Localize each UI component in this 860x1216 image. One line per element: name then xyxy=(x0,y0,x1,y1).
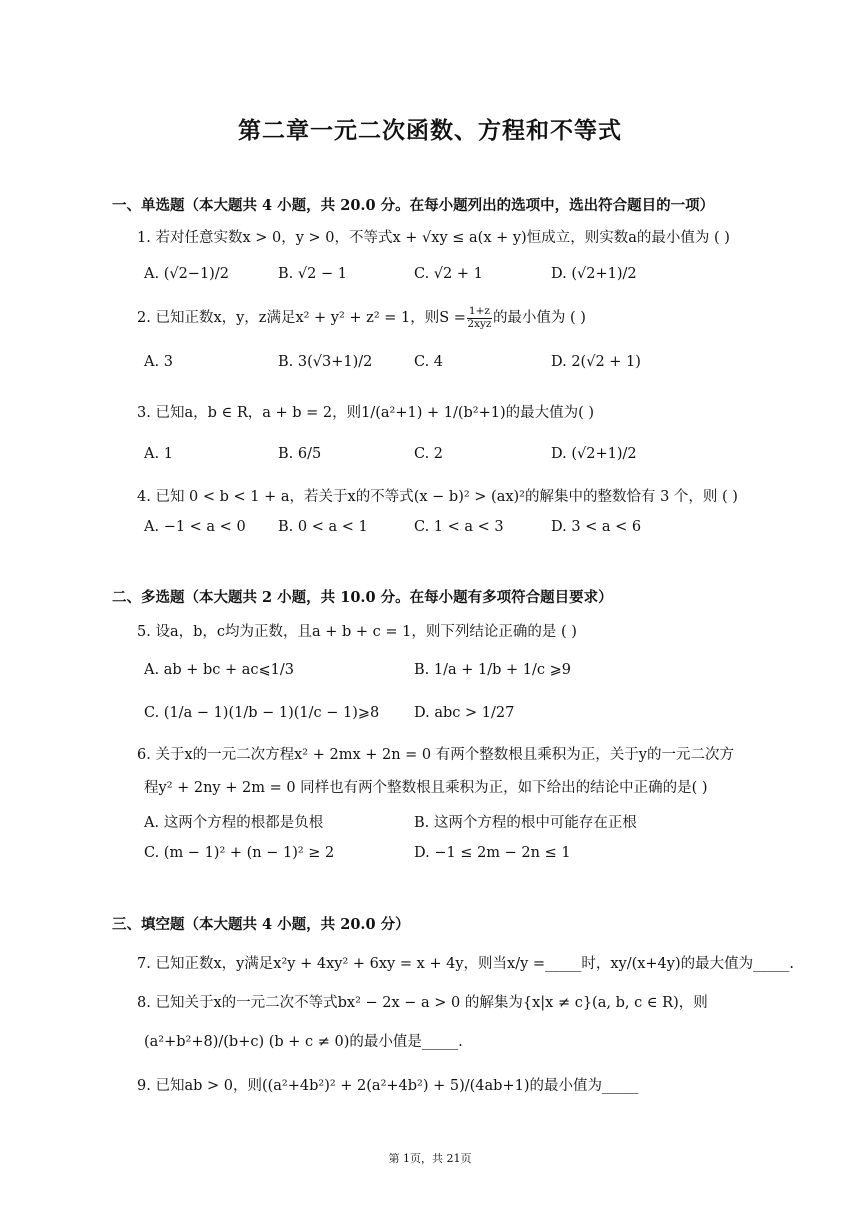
question-3-option-d: D. (√2+1)/2 xyxy=(551,446,637,462)
question-2-option-b: B. 3(√3+1)/2 xyxy=(278,354,373,370)
question-1-option-a: A. (√2−1)/2 xyxy=(144,266,229,282)
question-5-option-b: B. 1/a + 1/b + 1/c ⩾9 xyxy=(414,662,571,678)
question-2-option-a: A. 3 xyxy=(144,354,173,370)
question-2-fraction xyxy=(467,306,492,329)
question-4-stem: 4. 已知 0 < b < 1 + a，若关于x的不等式(x − b)² > (ax)²的解集中的整数恰有 3 个，则 ( ) xyxy=(137,489,738,505)
question-3-option-a: A. 1 xyxy=(144,446,173,462)
question-1-option-d: D. (√2+1)/2 xyxy=(551,266,637,282)
question-3-stem: 3. 已知a，b ∈ R，a + b = 2，则1/(a²+1) + 1/(b²+1)的最大值为( ) xyxy=(137,405,595,421)
question-1-option-b: B. √2 − 1 xyxy=(278,266,347,282)
question-2-fraction-denominator: 2xyz xyxy=(467,317,492,330)
question-6-stem-line-1: 6. 关于x的一元二次方程x² + 2mx + 2n = 0 有两个整数根且乘积为正，关于y的一元二次方 xyxy=(137,747,734,763)
question-6-option-a: A. 这两个方程的根都是负根 xyxy=(144,815,324,831)
question-2-stem-part-b: 的最小值为 ( ) xyxy=(492,310,586,326)
question-5-stem: 5. 设a，b，c均为正数，且a + b + c = 1，则下列结论正确的是 ( ) xyxy=(137,624,577,640)
question-9-stem: 9. 已知ab > 0，则((a²+4b²)² + 2(a²+4b²) + 5)/(4ab+1)的最小值为_____ xyxy=(137,1078,639,1094)
question-8-stem-line-2: (a²+b²+8)/(b+c) (b + c ≠ 0)的最小值是_____. xyxy=(144,1034,463,1050)
question-4-option-b: B. 0 < a < 1 xyxy=(278,519,368,535)
question-5-option-a: A. ab + bc + ac⩽1/3 xyxy=(144,662,295,678)
question-7-stem: 7. 已知正数x，y满足x²y + 4xy² + 6xy = x + 4y，则当x/y =_____时，xy/(x+4y)的最大值为_____. xyxy=(137,956,794,972)
question-4-option-c: C. 1 < a < 3 xyxy=(414,519,504,535)
question-1-option-c: C. √2 + 1 xyxy=(414,266,483,282)
question-2-option-c: C. 4 xyxy=(414,354,444,370)
question-1-stem: 1. 若对任意实数x > 0，y > 0，不等式x + √xy ≤ a(x + y)恒成立，则实数a的最小值为 ( ) xyxy=(137,230,730,246)
question-4-option-a: A. −1 < a < 0 xyxy=(144,519,246,535)
page-title: 第二章一元二次函数、方程和不等式 xyxy=(238,117,622,144)
question-2-fraction-numerator: 1+z xyxy=(468,305,490,318)
section-heading-single-choice: 一、单选题（本大题共 4 小题，共 20.0 分。在每小题列出的选项中，选出符合题目的一项） xyxy=(112,197,715,214)
section-heading-fill-in: 三、填空题（本大题共 4 小题，共 20.0 分） xyxy=(112,916,410,933)
section-heading-multi-choice: 二、多选题（本大题共 2 小题，共 10.0 分。在每小题有多项符合题目要求） xyxy=(112,589,613,606)
page-footer: 第 1页，共 21页 xyxy=(388,1152,472,1165)
question-2-stem xyxy=(137,306,586,330)
question-2-option-d: D. 2(√2 + 1) xyxy=(551,354,641,370)
question-6-option-b: B. 这两个方程的根中可能存在正根 xyxy=(414,815,637,831)
question-6-stem-line-2: 程y² + 2ny + 2m = 0 同样也有两个整数根且乘积为正，如下给出的结论中正确的是( ) xyxy=(144,780,708,796)
question-5-option-c: C. (1/a − 1)(1/b − 1)(1/c − 1)⩾8 xyxy=(144,705,380,721)
question-3-option-b: B. 6/5 xyxy=(278,446,322,462)
question-6-option-c: C. (m − 1)² + (n − 1)² ≥ 2 xyxy=(144,845,335,861)
question-6-option-d: D. −1 ≤ 2m − 2n ≤ 1 xyxy=(414,845,571,861)
question-8-stem-line-1: 8. 已知关于x的一元二次不等式bx² − 2x − a > 0 的解集为{x|x ≠ c}(a, b, c ∈ R)，则 xyxy=(137,995,708,1011)
question-5-option-d: D. abc > 1/27 xyxy=(414,705,515,721)
question-4-option-d: D. 3 < a < 6 xyxy=(551,519,642,535)
question-3-option-c: C. 2 xyxy=(414,446,444,462)
question-2-stem-part-a: 2. 已知正数x，y，z满足x² + y² + z² = 1，则S = xyxy=(137,310,466,326)
